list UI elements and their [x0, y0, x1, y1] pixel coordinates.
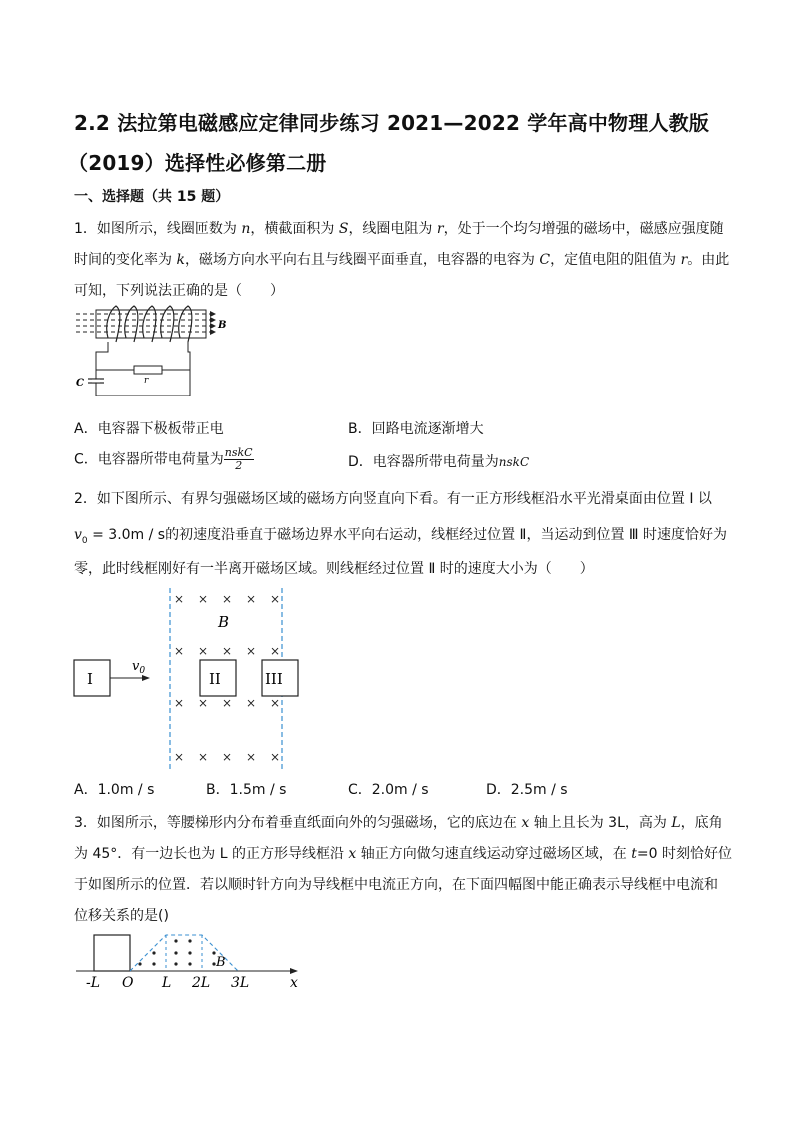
- svg-text:×: ×: [270, 750, 281, 764]
- svg-text:II: II: [209, 670, 221, 688]
- document-title: [68, 103, 734, 183]
- svg-text:×: ×: [174, 750, 185, 764]
- q1-line-1: 1．如图所示，线圈匝数为 n，横截面积为 S，线圈电阻为 r，处于一个均匀增强的磁场中，磁感应强度随: [74, 221, 724, 237]
- svg-text:×: ×: [198, 696, 209, 710]
- q3-tick-3L: 3L: [231, 975, 250, 991]
- svg-text:×: ×: [246, 644, 257, 658]
- svg-text:×: ×: [270, 592, 281, 606]
- q3-trapezoid-field-figure: [74, 928, 314, 992]
- title-line-2: （2019）选择性必修第二册: [68, 151, 327, 175]
- q2-fig-label-B: B: [218, 613, 230, 631]
- svg-text:III: III: [265, 670, 283, 688]
- q1-coil-loops: [107, 306, 192, 342]
- section-heading: 一、选择题（共 15 题）: [74, 189, 230, 205]
- q3-fig-label-B: B: [216, 955, 226, 970]
- svg-text:×: ×: [246, 750, 257, 764]
- q2-fig-label-v0: $v_0$: [132, 659, 146, 676]
- svg-text:×: ×: [222, 750, 233, 764]
- q3-line-4: 位移关系的是(): [74, 908, 169, 924]
- q3-field-dots: [138, 939, 215, 965]
- svg-text:×: ×: [198, 644, 209, 658]
- q3-tick-origin: O: [122, 975, 134, 991]
- svg-text:×: ×: [174, 592, 185, 606]
- svg-text:×: ×: [174, 696, 185, 710]
- svg-text:×: ×: [222, 696, 233, 710]
- q1-fig-label-r: r: [144, 376, 149, 386]
- svg-text:×: ×: [270, 696, 281, 710]
- q2-magnetic-field-figure: [70, 586, 310, 772]
- q3-axis-label-x: x: [290, 975, 298, 991]
- q2-option-a[interactable]: A．1.0m / s: [74, 782, 155, 798]
- svg-text:×: ×: [198, 750, 209, 764]
- q1-option-c[interactable]: C．电容器所带电荷量为 $\frac{\text{nskC}}{2}$: [74, 446, 253, 472]
- q1-resistor: [134, 366, 162, 374]
- q1-fig-label-C: C: [76, 378, 84, 389]
- svg-text:×: ×: [222, 644, 233, 658]
- q1-option-d[interactable]: D．电容器所带电荷量为nskC: [348, 454, 530, 470]
- q3-tick-2L: 2L: [192, 975, 211, 991]
- q3-line-3: 于如图所示的位置．若以顺时针方向为导线框中电流正方向，在下面四幅图中能正确表示导线框中电流和: [74, 877, 718, 893]
- svg-text:I: I: [87, 670, 93, 688]
- svg-text:×: ×: [222, 592, 233, 606]
- q2-option-c[interactable]: C．2.0m / s: [348, 782, 429, 798]
- svg-text:×: ×: [174, 644, 185, 658]
- q2-line-1: 2．如下图所示、有界匀强磁场区域的磁场方向竖直向下看。有一正方形线框沿水平光滑桌面由位置 I 以: [74, 491, 712, 507]
- title-line-1: 2.2 法拉第电磁感应定律同步练习 2021—2022 学年高中物理人教版: [74, 111, 710, 135]
- q1-coil-circuit-figure: [74, 304, 234, 396]
- q3-line-2: 为 45°．有一边长也为 L 的正方形导线框沿 x 轴正方向做匀速直线运动穿过磁场区域，在 t=0 时刻恰好位: [74, 846, 732, 862]
- svg-text:×: ×: [246, 696, 257, 710]
- q3-line-1: 3．如图所示，等腰梯形内分布着垂直纸面向外的匀强磁场，它的底边在 x 轴上且长为 3L，高为 L，底角: [74, 815, 723, 831]
- q1-option-a[interactable]: A．电容器下极板带正电: [74, 421, 224, 437]
- q1-line-3: 可知，下列说法正确的是（ ）: [74, 283, 284, 299]
- svg-text:×: ×: [270, 644, 281, 658]
- q3-tick-neg-L: -L: [86, 975, 101, 991]
- q2-line-3: 零，此时线框刚好有一半离开磁场区域。则线框经过位置 Ⅱ 时的速度大小为（ ）: [74, 561, 594, 577]
- svg-text:×: ×: [246, 592, 257, 606]
- q2-option-b[interactable]: B．1.5m / s: [206, 782, 287, 798]
- q1-option-b[interactable]: B．回路电流逐渐增大: [348, 421, 484, 437]
- q1-fig-label-B: B: [218, 320, 227, 331]
- q1-line-2: 时间的变化率为 k，磁场方向水平向右且与线圈平面垂直，电容器的电容为 C，定值电阻的阻值为 r。由此: [74, 252, 730, 268]
- q3-tick-L: L: [162, 975, 172, 991]
- q3-square-frame: [94, 935, 130, 971]
- svg-text:×: ×: [198, 592, 209, 606]
- q2-option-d[interactable]: D．2.5m / s: [486, 782, 568, 798]
- q2-line-2: $v_0 = 3.0m / s$的初速度沿垂直于磁场边界水平向右运动，线框经过位置 Ⅱ，当运动到位置 Ⅲ 时速度恰好为: [74, 527, 728, 546]
- q1-option-c-fraction: $\frac{\text{nskC}}{2}$: [224, 446, 253, 472]
